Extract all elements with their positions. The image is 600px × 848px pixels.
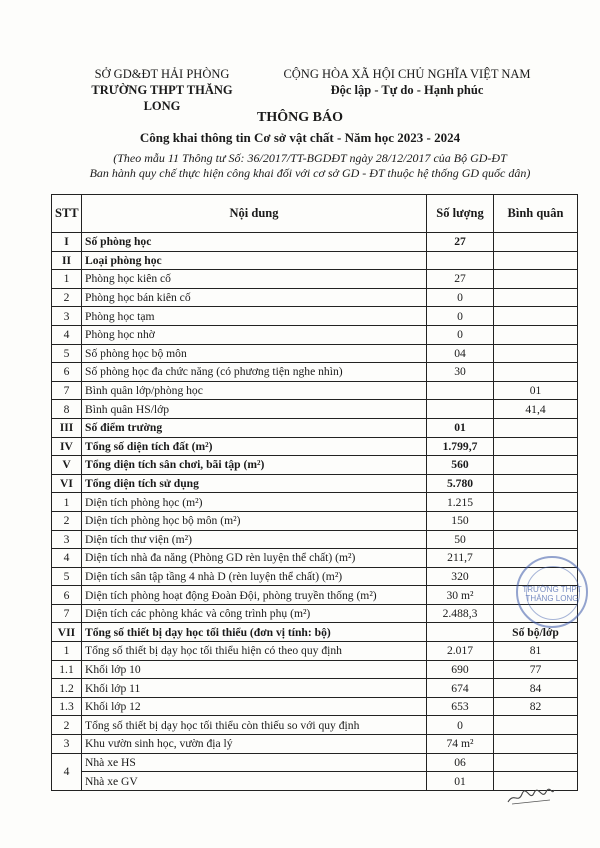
- row-quantity: 27: [427, 233, 494, 252]
- row-stt: V: [52, 456, 82, 475]
- row-quantity: 74 m²: [427, 735, 494, 754]
- row-quantity: 0: [427, 716, 494, 735]
- row-average: [494, 270, 578, 289]
- row-quantity: 560: [427, 456, 494, 475]
- table-row: [52, 400, 578, 419]
- header-content: Nội dung: [82, 195, 427, 233]
- row-quantity: 320: [427, 567, 494, 586]
- row-content: Bình quân HS/lớp: [82, 400, 427, 419]
- row-quantity: 0: [427, 288, 494, 307]
- row-average: [494, 511, 578, 530]
- table-row: [52, 456, 578, 475]
- table-row: [52, 511, 578, 530]
- row-quantity: 690: [427, 660, 494, 679]
- row-stt: 4: [52, 549, 82, 568]
- table-row: [52, 344, 578, 363]
- row-content: Nhà xe GV: [82, 772, 427, 791]
- table-row: [52, 642, 578, 661]
- row-content: Khu vườn sinh học, vườn địa lý: [82, 735, 427, 754]
- table-row: [52, 660, 578, 679]
- row-content: Diện tích sân tập tầng 4 nhà D (rèn luyện thể chất) (m²): [82, 567, 427, 586]
- row-content: Diện tích phòng học (m²): [82, 493, 427, 512]
- row-content: Tổng diện tích sân chơi, bãi tập (m²): [82, 456, 427, 475]
- table-row: [52, 772, 578, 791]
- row-average: [494, 325, 578, 344]
- row-quantity: 1.799,7: [427, 437, 494, 456]
- document-title: THÔNG BÁO: [257, 110, 343, 125]
- row-average: [494, 344, 578, 363]
- row-average: [494, 363, 578, 382]
- department-name: SỞ GD&ĐT HẢI PHÒNG: [94, 67, 230, 81]
- row-content: Số phòng học đa chức năng (có phương tiện nghe nhìn): [82, 363, 427, 382]
- motto: Độc lập - Tự do - Hạnh phúc: [330, 83, 484, 97]
- row-stt: I: [52, 233, 82, 252]
- row-quantity: 0: [427, 325, 494, 344]
- row-stt: 2: [52, 716, 82, 735]
- header-quantity: Số lượng: [427, 195, 494, 233]
- row-stt: 7: [52, 604, 82, 623]
- row-stt: 2: [52, 511, 82, 530]
- table-row: [52, 325, 578, 344]
- table-row: [52, 586, 578, 605]
- row-content: Diện tích nhà đa năng (Phòng GD rèn luyện thể chất) (m²): [82, 549, 427, 568]
- row-content: Tổng số diện tích đất (m²): [82, 437, 427, 456]
- table-row: [52, 567, 578, 586]
- row-average: Số bộ/lớp: [494, 623, 578, 642]
- table-row: [52, 233, 578, 252]
- table-row: [52, 418, 578, 437]
- row-content: Số phòng học bộ môn: [82, 344, 427, 363]
- row-stt: 1: [52, 493, 82, 512]
- table-row: [52, 604, 578, 623]
- row-content: Phòng học tạm: [82, 307, 427, 326]
- table-row: [52, 251, 578, 270]
- row-quantity: 2.017: [427, 642, 494, 661]
- table-row: [52, 623, 578, 642]
- table-row: [52, 530, 578, 549]
- row-content: Nhà xe HS: [82, 753, 427, 772]
- row-content: Phòng học kiên cố: [82, 270, 427, 289]
- row-quantity: 30: [427, 363, 494, 382]
- row-average: 77: [494, 660, 578, 679]
- table-header-row: [52, 195, 578, 233]
- stamp-text: TRƯỜNG THPT THĂNG LONG: [522, 585, 582, 603]
- row-stt: 1: [52, 642, 82, 661]
- row-content: Tổng số thiết bị dạy học tối thiểu hiện có theo quy định: [82, 642, 427, 661]
- table-row: [52, 735, 578, 754]
- row-quantity: 06: [427, 753, 494, 772]
- table-row: [52, 437, 578, 456]
- table-row: [52, 697, 578, 716]
- row-quantity: 01: [427, 772, 494, 791]
- table-row: [52, 270, 578, 289]
- row-stt: 6: [52, 363, 82, 382]
- school-stamp: [516, 556, 588, 628]
- school-name: TRƯỜNG THPT THĂNG LONG: [91, 83, 233, 113]
- table-body: [52, 233, 578, 791]
- row-quantity: 5.780: [427, 474, 494, 493]
- row-content: Tổng số thiết bị dạy học tối thiểu (đơn vị tính: bộ): [82, 623, 427, 642]
- row-quantity: [427, 381, 494, 400]
- row-stt: 4: [52, 753, 82, 790]
- row-stt: 4: [52, 325, 82, 344]
- document-subtitle: Công khai thông tin Cơ sở vật chất - Năm học 2023 - 2024: [139, 130, 461, 145]
- row-average: [494, 530, 578, 549]
- facilities-table: [51, 194, 578, 791]
- legal-note: [50, 151, 570, 180]
- row-stt: 1.2: [52, 679, 82, 698]
- legal-note-line2: Ban hành quy chế thực hiện công khai đối với cơ sở GD - ĐT thuộc hệ thống GD quốc dân): [89, 165, 531, 180]
- row-content: Tổng số thiết bị dạy học tối thiểu còn thiếu so với quy định: [82, 716, 427, 735]
- row-content: Khối lớp 11: [82, 679, 427, 698]
- row-stt: 6: [52, 586, 82, 605]
- row-average: [494, 437, 578, 456]
- row-average: [494, 307, 578, 326]
- row-average: 81: [494, 642, 578, 661]
- row-stt: II: [52, 251, 82, 270]
- row-quantity: 2.488,3: [427, 604, 494, 623]
- table-row: [52, 753, 578, 772]
- row-stt: 3: [52, 530, 82, 549]
- row-stt: 8: [52, 400, 82, 419]
- row-quantity: 30 m²: [427, 586, 494, 605]
- header-stt: STT: [52, 195, 82, 233]
- row-quantity: 50: [427, 530, 494, 549]
- row-content: Phòng học bán kiên cố: [82, 288, 427, 307]
- row-content: Số phòng học: [82, 233, 427, 252]
- row-stt: 1: [52, 270, 82, 289]
- row-average: [494, 456, 578, 475]
- row-quantity: [427, 400, 494, 419]
- row-stt: 1.1: [52, 660, 82, 679]
- table-row: [52, 679, 578, 698]
- row-content: Khối lớp 10: [82, 660, 427, 679]
- row-stt: 7: [52, 381, 82, 400]
- row-stt: VII: [52, 623, 82, 642]
- row-average: [494, 288, 578, 307]
- row-content: Khối lớp 12: [82, 697, 427, 716]
- row-content: Số điểm trường: [82, 418, 427, 437]
- row-average: [494, 474, 578, 493]
- row-quantity: 150: [427, 511, 494, 530]
- table-row: [52, 363, 578, 382]
- table-row: [52, 307, 578, 326]
- row-average: [494, 493, 578, 512]
- table-row: [52, 716, 578, 735]
- row-stt: 3: [52, 307, 82, 326]
- table-row: [52, 381, 578, 400]
- signature: [506, 784, 556, 808]
- row-stt: 3: [52, 735, 82, 754]
- row-content: Diện tích phòng hoạt động Đoàn Đội, phòng truyền thống (m²): [82, 586, 427, 605]
- table-row: [52, 549, 578, 568]
- row-stt: 5: [52, 344, 82, 363]
- row-content: Diện tích các phòng khác và công trình phụ (m²): [82, 604, 427, 623]
- row-content: Diện tích phòng học bộ môn (m²): [82, 511, 427, 530]
- row-average: [494, 418, 578, 437]
- table-row: [52, 474, 578, 493]
- row-content: Bình quân lớp/phòng học: [82, 381, 427, 400]
- row-average: [494, 251, 578, 270]
- row-stt: IV: [52, 437, 82, 456]
- row-quantity: 04: [427, 344, 494, 363]
- row-average: [494, 753, 578, 772]
- row-stt: 1.3: [52, 697, 82, 716]
- row-stt: III: [52, 418, 82, 437]
- row-average: 82: [494, 697, 578, 716]
- row-average: [494, 735, 578, 754]
- row-content: Tổng diện tích sử dụng: [82, 474, 427, 493]
- row-quantity: 211,7: [427, 549, 494, 568]
- row-quantity: 653: [427, 697, 494, 716]
- row-stt: VI: [52, 474, 82, 493]
- row-average: [494, 716, 578, 735]
- table-row: [52, 288, 578, 307]
- table-row: [52, 493, 578, 512]
- row-average: 01: [494, 381, 578, 400]
- national-motto-block: [262, 66, 552, 98]
- row-quantity: 1.215: [427, 493, 494, 512]
- row-stt: 2: [52, 288, 82, 307]
- row-average: 41,4: [494, 400, 578, 419]
- row-content: Phòng học nhờ: [82, 325, 427, 344]
- country-name: CỘNG HÒA XÃ HỘI CHỦ NGHĨA VIỆT NAM: [283, 67, 531, 81]
- row-average: 84: [494, 679, 578, 698]
- row-quantity: 0: [427, 307, 494, 326]
- row-quantity: [427, 623, 494, 642]
- row-quantity: 27: [427, 270, 494, 289]
- row-quantity: 674: [427, 679, 494, 698]
- row-content: Loại phòng học: [82, 251, 427, 270]
- row-quantity: 01: [427, 418, 494, 437]
- row-quantity: [427, 251, 494, 270]
- row-content: Diện tích thư viện (m²): [82, 530, 427, 549]
- row-stt: 5: [52, 567, 82, 586]
- row-average: [494, 233, 578, 252]
- legal-note-line1: (Theo mẫu 11 Thông tư Số: 36/2017/TT-BGDĐT ngày 28/12/2017 của Bộ GD-ĐT: [113, 151, 507, 165]
- header-average: Bình quân: [494, 195, 578, 233]
- issuer-block: [72, 66, 252, 114]
